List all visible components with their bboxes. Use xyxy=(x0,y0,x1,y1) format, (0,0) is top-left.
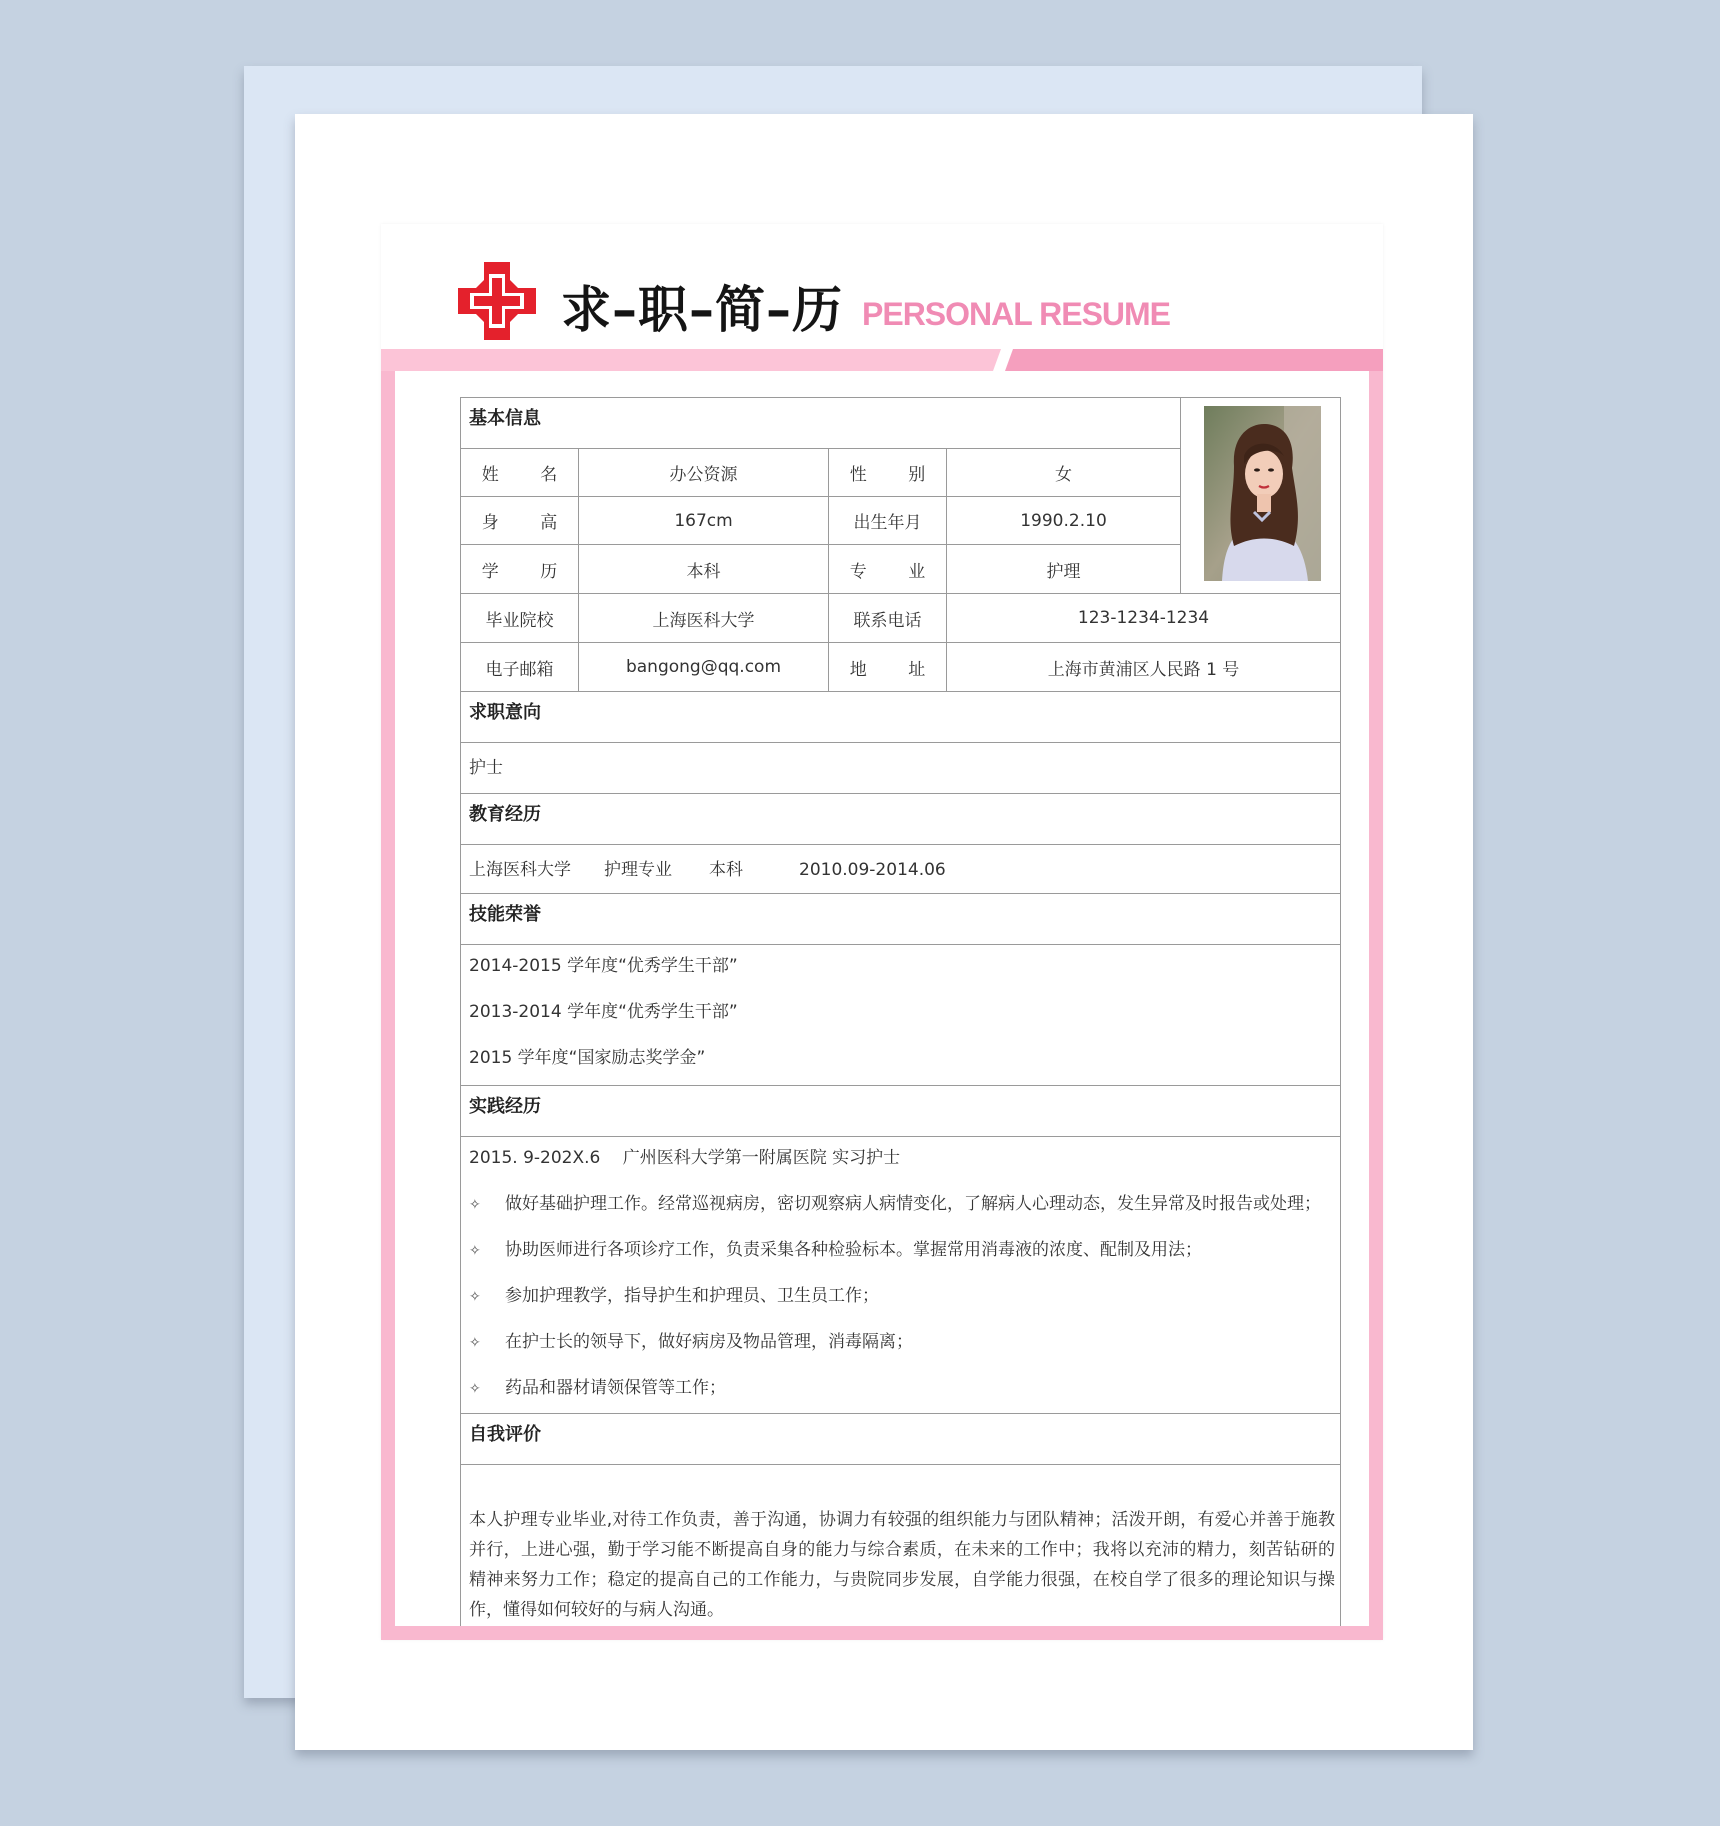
education-row xyxy=(461,844,1340,893)
title-english: PERSONAL RESUME xyxy=(862,296,1171,332)
practice-summary: 2015. 9-202X.6 广州医科大学第一附属医院 实习护士 xyxy=(469,1148,901,1168)
frame-content xyxy=(395,371,1369,1626)
education-title: 教育经历 xyxy=(469,804,541,825)
honor-item: 2014-2015 学年度“优秀学生干部” xyxy=(469,956,738,976)
basic-row-2 xyxy=(461,496,1181,544)
practice-item-text: 协助医师进行各项诊疗工作，负责采集各种检验标本。掌握常用消毒液的浓度、配制及用法； xyxy=(505,1240,1202,1260)
pink-frame xyxy=(381,371,1383,1640)
resume-table xyxy=(460,397,1341,1626)
address-value: 上海市黄浦区人民路 1 号 xyxy=(1047,659,1240,680)
education-school: 上海医科大学 xyxy=(469,860,571,880)
email-value: bangong@qq.com xyxy=(579,643,829,691)
practice-item xyxy=(469,1235,1202,1260)
phone-label: 联系电话 xyxy=(829,594,947,642)
profile-photo xyxy=(1204,406,1321,581)
practice-item-text: 在护士长的领导下，做好病房及物品管理，消毒隔离； xyxy=(505,1332,913,1352)
sparkle-diamond-icon: ✧ xyxy=(469,1381,481,1397)
honors-title: 技能荣誉 xyxy=(469,904,541,925)
honors-header xyxy=(461,893,1340,944)
address-label: 地 址 xyxy=(829,643,947,691)
sparkle-diamond-icon: ✧ xyxy=(469,1243,481,1259)
self-eval-title: 自我评价 xyxy=(469,1424,541,1445)
height-label: 身 高 xyxy=(461,497,579,544)
honor-item: 2015 学年度“国家励志奖学金” xyxy=(469,1048,706,1068)
basic-row-5 xyxy=(461,642,1340,691)
intent-header xyxy=(461,691,1340,742)
sparkle-diamond-icon: ✧ xyxy=(469,1335,481,1351)
practice-title: 实践经历 xyxy=(469,1096,541,1117)
gender-value: 女 xyxy=(1055,465,1072,485)
birth-value: 1990.2.10 xyxy=(1020,510,1107,531)
self-eval-text: 本人护理专业毕业,对待工作负责，善于沟通，协调力有较强的组织能力与团队精神；活泼开朗，有爱心并善于施教并行，上进心强，勤于学习能不断提高自身的能力与综合素质，在未来的工作中；我将以充沛的精力，刻苦钻研的精神来努力工作；稳定的提高自己的工作能力，与贵院同步发展，自学能力很强，在校自学了很多的理论知识与操作，懂得如何较好的与病人沟通。 xyxy=(469,1510,1335,1620)
school-label: 毕业院校 xyxy=(461,594,579,642)
practice-item xyxy=(469,1327,913,1352)
practice-item xyxy=(469,1281,879,1306)
education-value: 本科 xyxy=(579,545,829,593)
education-degree: 本科 xyxy=(709,860,743,880)
education-period: 2010.09-2014.06 xyxy=(799,860,946,880)
school-value: 上海医科大学 xyxy=(579,594,829,642)
education-label: 学 历 xyxy=(461,545,579,593)
practice-header xyxy=(461,1085,1340,1136)
self-eval-body xyxy=(461,1464,1340,1626)
education-major: 护理专业 xyxy=(604,860,672,880)
practice-item xyxy=(469,1189,1321,1214)
major-label: 专 业 xyxy=(829,545,947,593)
honor-item: 2013-2014 学年度“优秀学生干部” xyxy=(469,1002,738,1022)
birth-label: 出生年月 xyxy=(829,497,947,544)
basic-info-header xyxy=(461,398,1181,448)
major-value: 护理 xyxy=(1046,561,1081,582)
basic-row-4 xyxy=(461,593,1340,642)
basic-row-3 xyxy=(461,544,1181,593)
practice-list xyxy=(461,1136,1340,1413)
name-value: 办公资源 xyxy=(579,449,829,496)
resume-document xyxy=(381,224,1383,1640)
title-chinese: 求–职–简–历 xyxy=(561,281,843,339)
sparkle-diamond-icon: ✧ xyxy=(469,1197,481,1213)
basic-info-title: 基本信息 xyxy=(469,408,541,429)
basic-row-1 xyxy=(461,448,1181,496)
header-band xyxy=(381,349,1383,371)
intent-value: 护士 xyxy=(469,758,503,778)
self-eval-header xyxy=(461,1413,1340,1464)
practice-item-text: 药品和器材请领保管等工作； xyxy=(505,1378,726,1398)
honors-list xyxy=(461,944,1340,1085)
practice-item-text: 参加护理教学，指导护生和护理员、卫生员工作； xyxy=(505,1286,879,1306)
resume-header xyxy=(381,224,1383,349)
intent-row xyxy=(461,742,1340,793)
intent-title: 求职意向 xyxy=(469,702,541,723)
name-label: 姓 名 xyxy=(461,449,579,496)
practice-item xyxy=(469,1373,726,1398)
medical-cross-icon xyxy=(456,260,538,342)
education-header xyxy=(461,793,1340,844)
practice-item-text: 做好基础护理工作。经常巡视病房，密切观察病人病情变化，了解病人心理动态，发生异常及时报告或处理； xyxy=(505,1194,1321,1214)
phone-value: 123-1234-1234 xyxy=(1077,608,1210,628)
height-value: 167cm xyxy=(579,497,829,544)
education-entry xyxy=(469,855,946,880)
gender-label: 性 别 xyxy=(829,449,947,496)
sparkle-diamond-icon: ✧ xyxy=(469,1289,481,1305)
email-label: 电子邮箱 xyxy=(461,643,579,691)
